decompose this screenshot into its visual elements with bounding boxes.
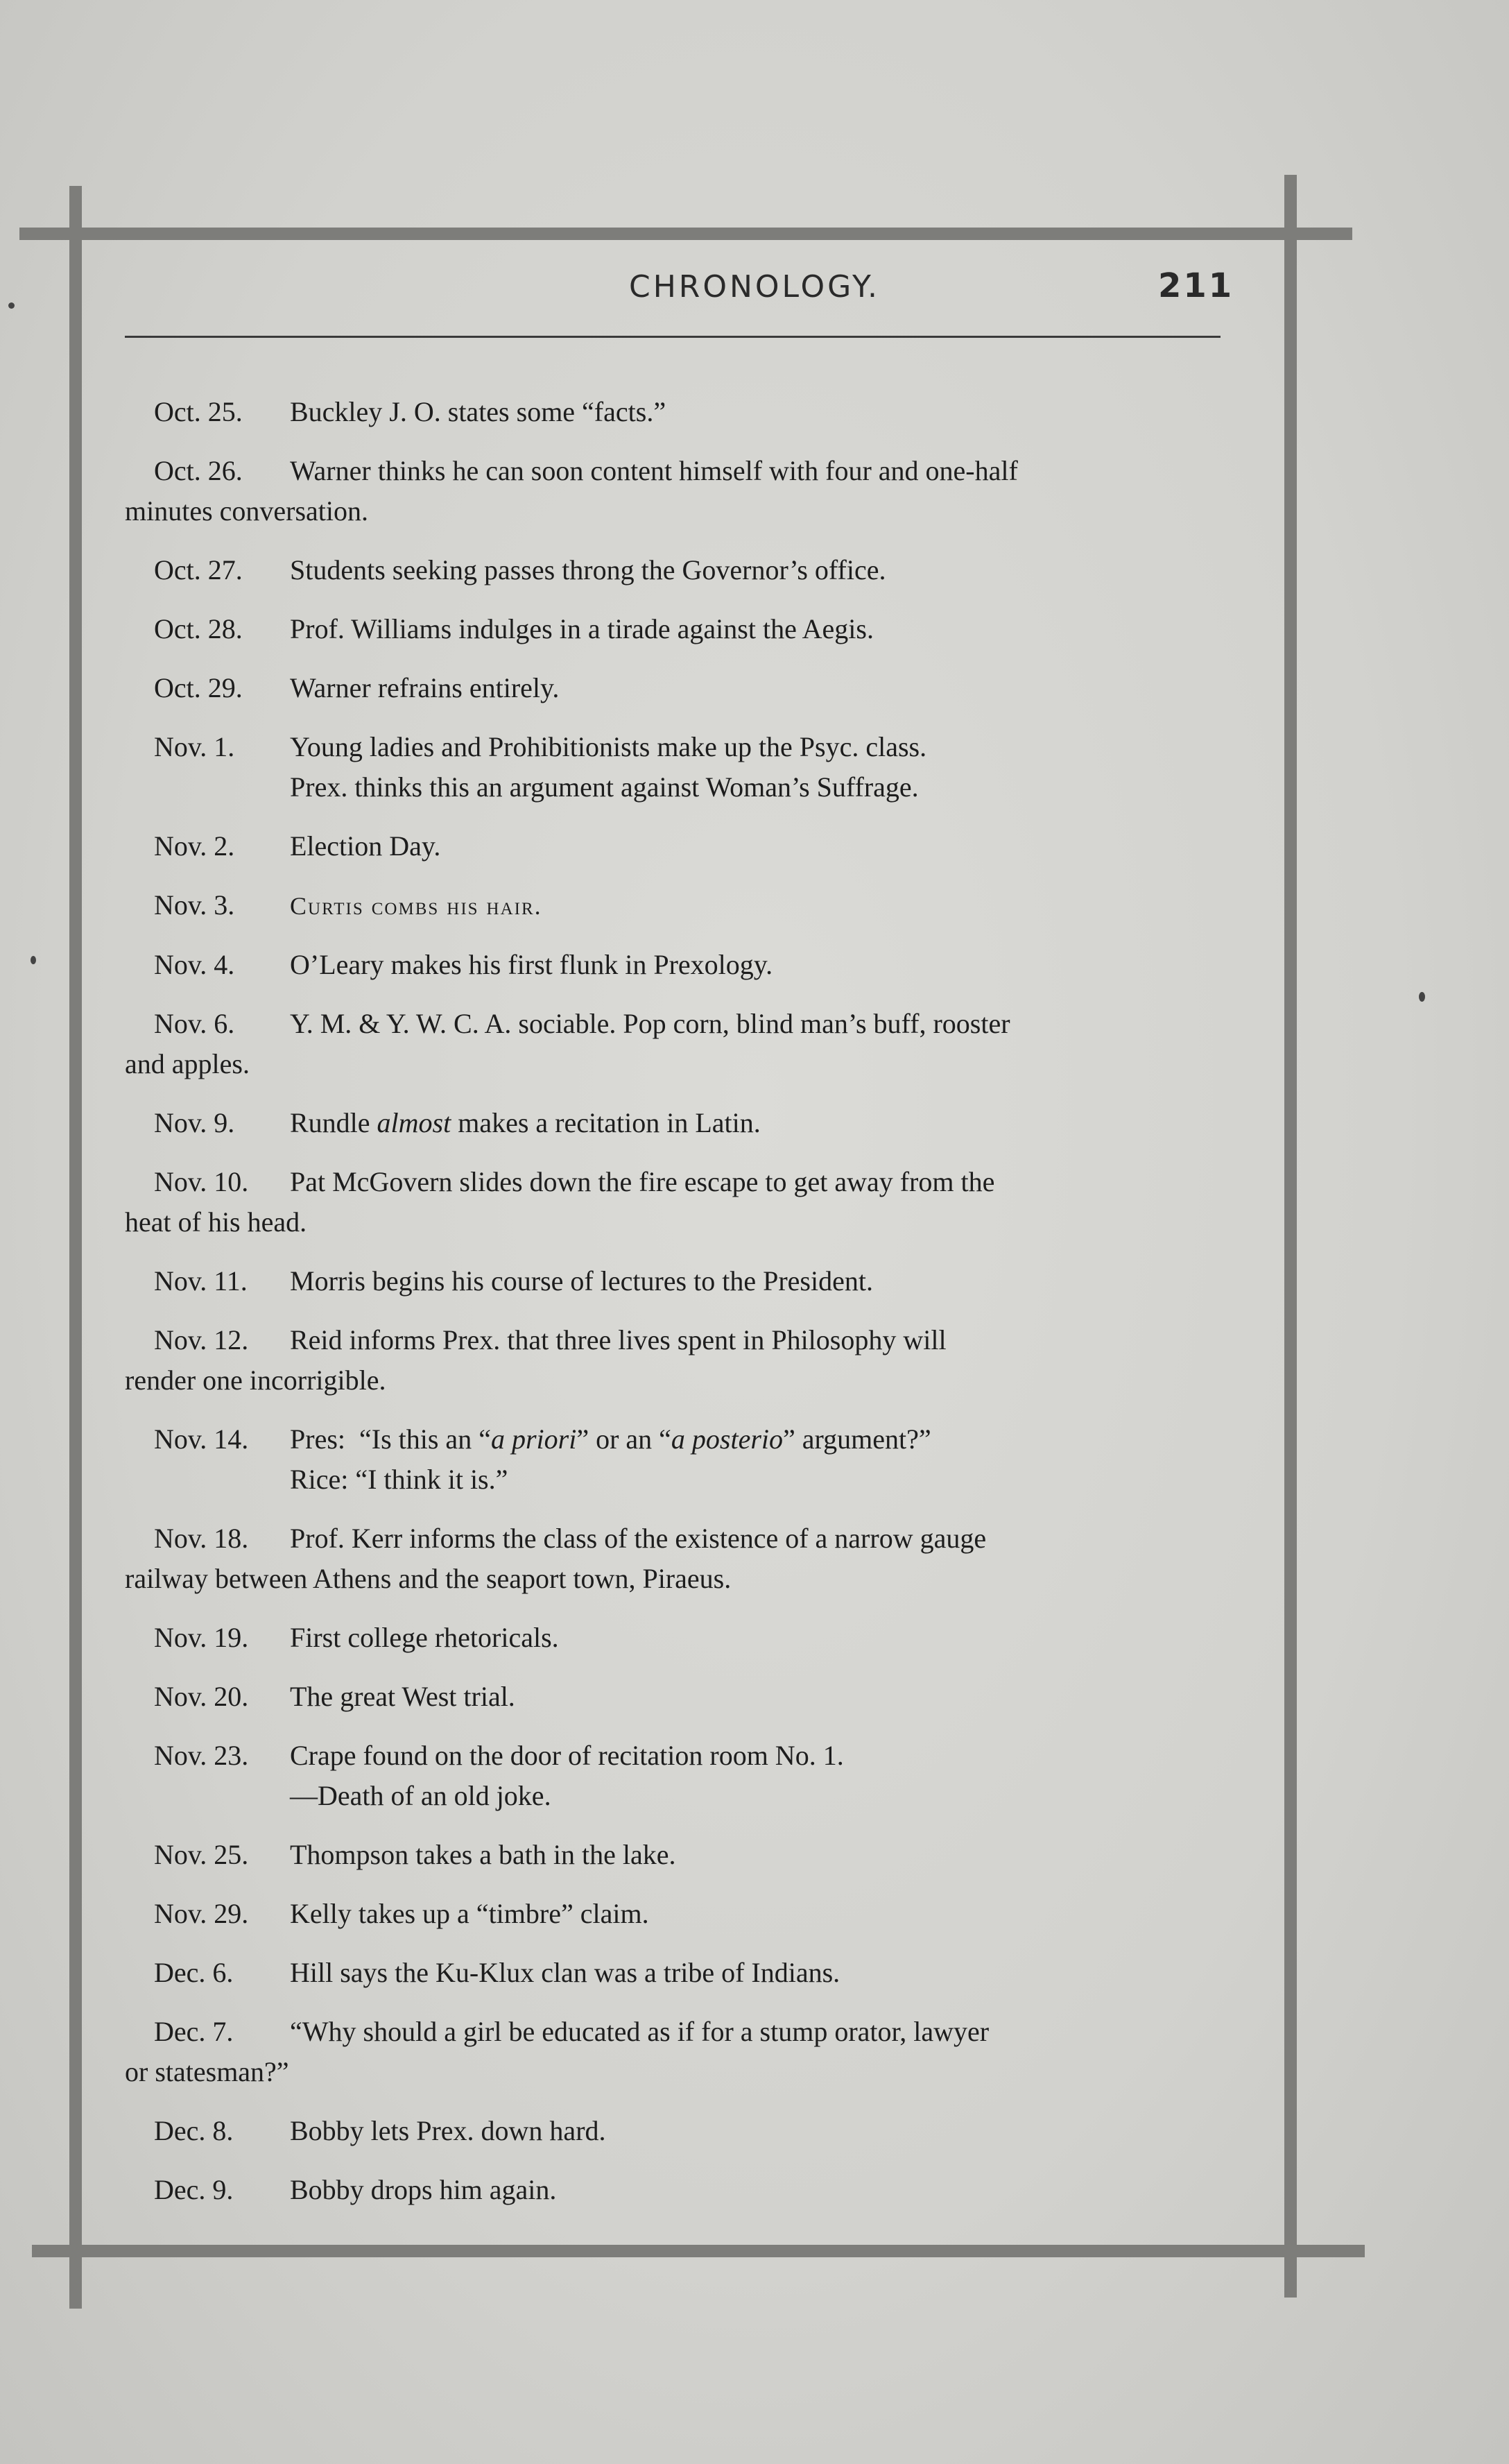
- entry-text: Warner thinks he can soon content himself with four and one-half: [290, 455, 1018, 486]
- entry-text: Young ladies and Prohibitionists make up the Psyc. class.: [290, 731, 927, 762]
- entry-date: Nov. 29.: [154, 1898, 249, 1929]
- header-divider: [125, 336, 1221, 338]
- entry-subline: Rice: “I think it is.”: [290, 1464, 508, 1495]
- entry-date: Nov. 1.: [154, 731, 235, 762]
- entry-continuation: heat of his head.: [125, 1206, 307, 1238]
- bottom-border-rule: [32, 2245, 1365, 2257]
- entry-oct-27: [125, 550, 1248, 590]
- right-border-rule: [1284, 175, 1297, 2298]
- entry-text: Morris begins his course of lectures to the President.: [290, 1265, 873, 1297]
- entry-dec-8: [125, 2111, 1248, 2151]
- entry-nov-23: [125, 1736, 1248, 1816]
- entry-date: Oct. 26.: [154, 455, 243, 486]
- entry-text: Students seeking passes throng the Governor’s office.: [290, 554, 886, 585]
- entry-date: Nov. 6.: [154, 1008, 235, 1039]
- page-number: 211: [1158, 266, 1234, 305]
- entry-text: Curtis combs his hair.: [290, 892, 542, 920]
- entry-text: “Is this an “: [359, 1423, 491, 1455]
- entry-text: Rundle: [290, 1107, 377, 1138]
- entry-emphasis: a posterio: [671, 1423, 784, 1455]
- entry-text: Buckley J. O. states some “facts.”: [290, 396, 666, 427]
- entry-date: Nov. 11.: [154, 1265, 248, 1297]
- entry-nov-9: [125, 1103, 1248, 1143]
- entry-continuation: or statesman?”: [125, 2056, 289, 2087]
- entry-nov-29: [125, 1894, 1248, 1934]
- entry-oct-29: [125, 668, 1248, 708]
- entry-date: Dec. 7.: [154, 2016, 234, 2047]
- entry-date: Oct. 28.: [154, 613, 243, 644]
- entry-text: makes a recitation in Latin.: [451, 1107, 761, 1138]
- entry-text: Bobby lets Prex. down hard.: [290, 2115, 606, 2146]
- entry-speaker: Pres:: [290, 1423, 345, 1455]
- entry-date: Oct. 29.: [154, 672, 243, 703]
- left-border-rule: [69, 186, 82, 2309]
- entry-continuation: and apples.: [125, 1048, 250, 1079]
- entry-date: Oct. 25.: [154, 396, 243, 427]
- entry-text: Y. M. & Y. W. C. A. sociable. Pop corn, blind man’s buff, rooster: [290, 1008, 1010, 1039]
- entry-date: Nov. 18.: [154, 1523, 249, 1554]
- entry-date: Nov. 3.: [154, 889, 235, 921]
- entry-text: Prof. Williams indulges in a tirade against the Aegis.: [290, 613, 874, 644]
- entry-nov-19: [125, 1618, 1248, 1658]
- entry-text: Warner refrains entirely.: [290, 672, 560, 703]
- entry-text: Thompson takes a bath in the lake.: [290, 1839, 676, 1870]
- entry-date: Nov. 14.: [154, 1423, 249, 1455]
- entry-oct-28: [125, 609, 1248, 649]
- entry-text: Hill says the Ku-Klux clan was a tribe of Indians.: [290, 1957, 840, 1988]
- entry-text: Bobby drops him again.: [290, 2174, 557, 2205]
- entry-nov-14: [125, 1419, 1248, 1500]
- entry-continuation: render one incorrigible.: [125, 1364, 386, 1396]
- entry-text: First college rhetoricals.: [290, 1622, 559, 1653]
- entry-nov-12: [125, 1320, 1248, 1401]
- entry-date: Nov. 10.: [154, 1166, 249, 1197]
- entry-text: Kelly takes up a “timbre” claim.: [290, 1898, 649, 1929]
- entry-oct-25: [125, 392, 1248, 432]
- entry-date: Nov. 4.: [154, 949, 235, 980]
- entry-text: The great West trial.: [290, 1681, 515, 1712]
- entry-date: Nov. 20.: [154, 1681, 249, 1712]
- entry-nov-4: [125, 945, 1248, 985]
- entry-nov-10: [125, 1162, 1248, 1242]
- entry-date: Dec. 6.: [154, 1957, 234, 1988]
- entry-nov-2: [125, 826, 1248, 866]
- chronology-list: [125, 392, 1248, 2229]
- entry-text: O’Leary makes his first flunk in Prexology.: [290, 949, 773, 980]
- entry-text: Pat McGovern slides down the fire escape to get away from the: [290, 1166, 995, 1197]
- entry-subline: —Death of an old joke.: [290, 1780, 551, 1811]
- ink-speck: [1419, 992, 1425, 1002]
- entry-text: Reid informs Prex. that three lives spent in Philosophy will: [290, 1324, 947, 1355]
- entry-emphasis: a priori: [490, 1423, 577, 1455]
- entry-dec-6: [125, 1953, 1248, 1993]
- entry-text: ” argument?”: [783, 1423, 931, 1455]
- entry-nov-11: [125, 1261, 1248, 1301]
- entry-date: Nov. 2.: [154, 830, 235, 862]
- entry-nov-3: [125, 885, 1248, 926]
- entry-nov-6: [125, 1004, 1248, 1084]
- entry-nov-1: [125, 727, 1248, 807]
- entry-date: Nov. 19.: [154, 1622, 249, 1653]
- entry-text: Election Day.: [290, 830, 441, 862]
- entry-date: Nov. 23.: [154, 1740, 249, 1771]
- entry-nov-20: [125, 1677, 1248, 1717]
- entry-date: Nov. 9.: [154, 1107, 235, 1138]
- entry-text: ” or an “: [576, 1423, 671, 1455]
- entry-continuation: minutes conversation.: [125, 495, 369, 527]
- entry-text: “Why should a girl be educated as if for a stump orator, lawyer: [290, 2016, 990, 2047]
- entry-date: Nov. 25.: [154, 1839, 249, 1870]
- page-title: CHRONOLOGY.: [629, 269, 880, 305]
- entry-text: Prof. Kerr informs the class of the existence of a narrow gauge: [290, 1523, 987, 1554]
- entry-dec-7: [125, 2012, 1248, 2092]
- entry-emphasis: almost: [377, 1107, 451, 1138]
- entry-date: Oct. 27.: [154, 554, 243, 585]
- entry-oct-26: [125, 451, 1248, 531]
- entry-continuation: railway between Athens and the seaport town, Piraeus.: [125, 1563, 732, 1594]
- top-border-rule: [19, 228, 1352, 240]
- entry-subline: Prex. thinks this an argument against Woman’s Suffrage.: [290, 771, 919, 803]
- entry-text: Crape found on the door of recitation room No. 1.: [290, 1740, 844, 1771]
- entry-date: Dec. 9.: [154, 2174, 234, 2205]
- ink-speck: [31, 956, 36, 964]
- entry-date: Nov. 12.: [154, 1324, 249, 1355]
- entry-nov-25: [125, 1835, 1248, 1875]
- entry-nov-18: [125, 1518, 1248, 1599]
- entry-dec-9: [125, 2170, 1248, 2210]
- entry-date: Dec. 8.: [154, 2115, 234, 2146]
